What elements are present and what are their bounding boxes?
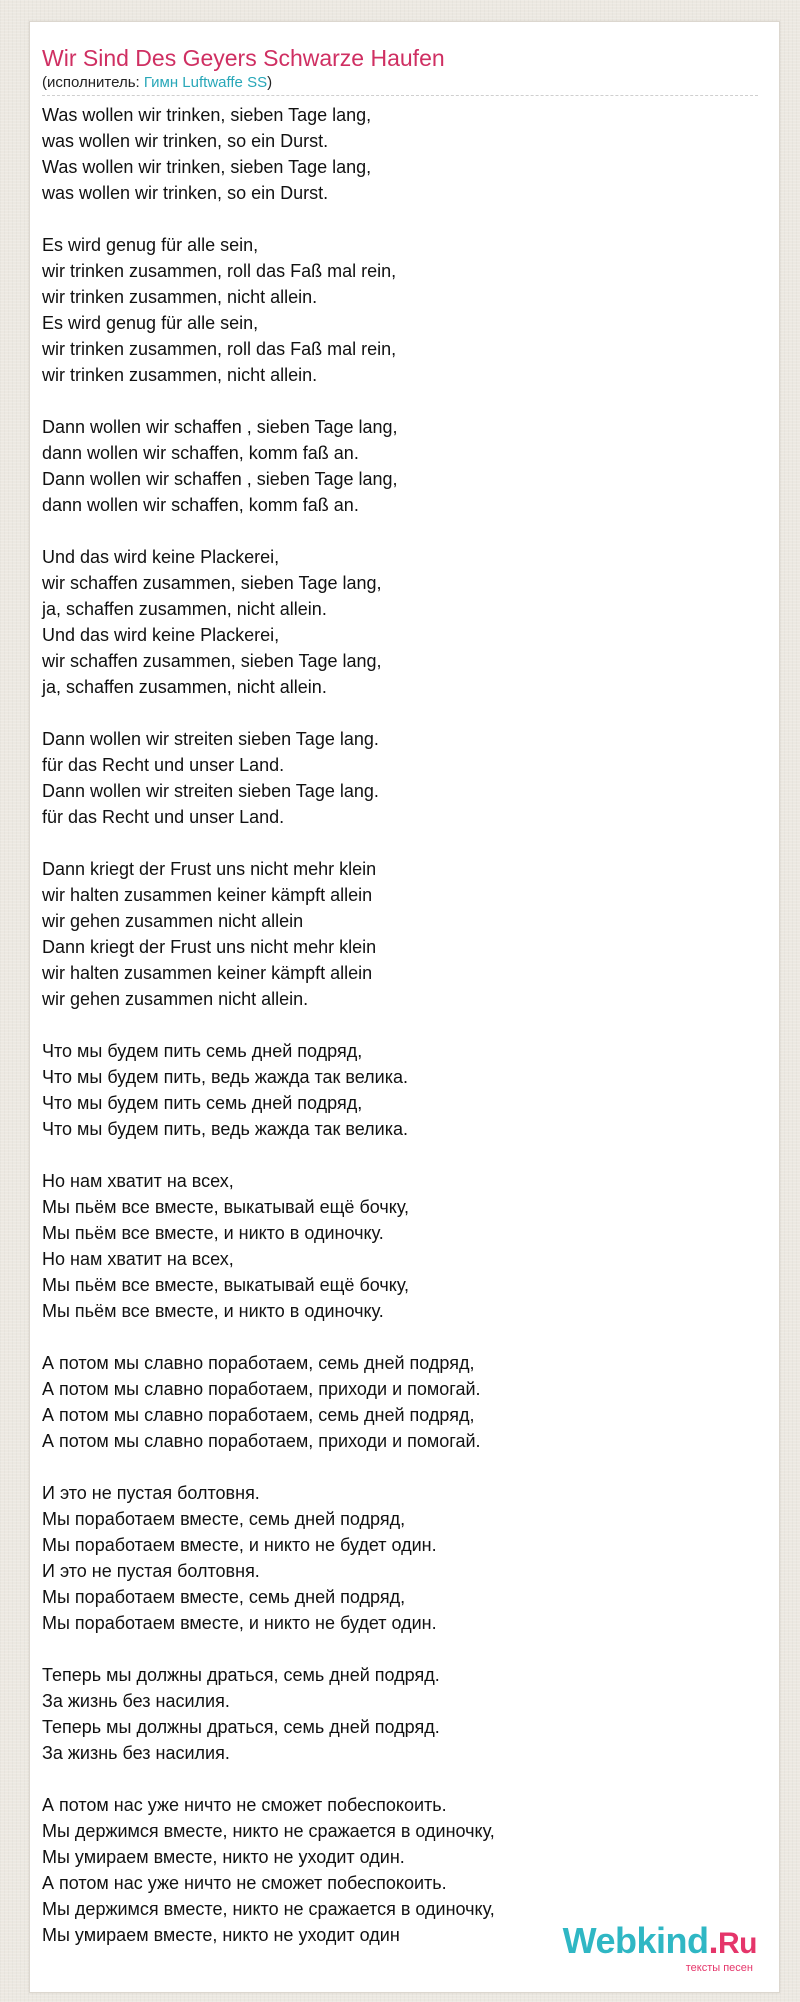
lyric-line: Теперь мы должны драться, семь дней подряд. bbox=[42, 1665, 440, 1685]
lyrics-stanza bbox=[42, 232, 762, 388]
lyric-line: was wollen wir trinken, so ein Durst. bbox=[42, 183, 329, 203]
lyric-line: А потом мы славно поработаем, приходи и помогай. bbox=[42, 1431, 481, 1451]
artist-prefix: (исполнитель: bbox=[42, 74, 144, 91]
lyrics-card bbox=[29, 21, 780, 1993]
lyric-line: А потом мы славно поработаем, семь дней подряд, bbox=[42, 1353, 475, 1373]
lyric-line: И это не пустая болтовня. bbox=[42, 1483, 260, 1503]
lyric-line: dann wollen wir schaffen, komm faß an. bbox=[42, 443, 359, 463]
lyric-line: Мы умираем вместе, никто не уходит один. bbox=[42, 1847, 405, 1867]
lyric-line: dann wollen wir schaffen, komm faß an. bbox=[42, 495, 359, 515]
lyric-line: Теперь мы должны драться, семь дней подряд. bbox=[42, 1717, 440, 1737]
lyrics-stanza bbox=[42, 1480, 762, 1636]
lyrics-stanza bbox=[42, 856, 762, 1012]
lyric-line: was wollen wir trinken, so ein Durst. bbox=[42, 131, 329, 151]
lyric-line: Что мы будем пить, ведь жажда так велика. bbox=[42, 1067, 409, 1087]
lyric-line: А потом мы славно поработаем, семь дней подряд, bbox=[42, 1405, 475, 1425]
lyric-line: wir schaffen zusammen, sieben Tage lang, bbox=[42, 573, 382, 593]
lyric-line: А потом мы славно поработаем, приходи и помогай. bbox=[42, 1379, 481, 1399]
lyric-line: Und das wird keine Plackerei, bbox=[42, 547, 280, 567]
lyric-line: Dann kriegt der Frust uns nicht mehr klein bbox=[42, 937, 377, 957]
webkind-logo bbox=[562, 1920, 757, 1962]
lyrics-stanza bbox=[42, 1662, 762, 1766]
lyrics-stanza bbox=[42, 1350, 762, 1454]
lyrics-stanza bbox=[42, 544, 762, 700]
logo-tagline: тексты песен bbox=[685, 1962, 753, 1974]
logo-dot: . bbox=[708, 1920, 718, 1961]
lyrics-stanza bbox=[42, 414, 762, 518]
lyric-line: Und das wird keine Plackerei, bbox=[42, 625, 280, 645]
lyric-line: Мы пьём все вместе, и никто в одиночку. bbox=[42, 1223, 384, 1243]
lyric-line: Dann wollen wir streiten sieben Tage lang. bbox=[42, 781, 379, 801]
lyric-line: wir trinken zusammen, nicht allein. bbox=[42, 287, 318, 307]
lyric-line: wir trinken zusammen, roll das Faß mal rein, bbox=[42, 339, 397, 359]
lyric-line: Dann wollen wir streiten sieben Tage lang. bbox=[42, 729, 379, 749]
webkind-watermark bbox=[562, 1920, 757, 1974]
lyric-line: wir halten zusammen keiner kämpft allein bbox=[42, 885, 373, 905]
lyric-line: А потом нас уже ничто не сможет побеспокоить. bbox=[42, 1873, 447, 1893]
lyric-line: ja, schaffen zusammen, nicht allein. bbox=[42, 599, 327, 619]
lyric-line: За жизнь без насилия. bbox=[42, 1743, 230, 1763]
artist-link[interactable]: Гимн Luftwaffe SS bbox=[143, 74, 268, 91]
lyric-line: ja, schaffen zusammen, nicht allein. bbox=[42, 677, 327, 697]
song-title: Wir Sind Des Geyers Schwarze Haufen bbox=[42, 45, 445, 71]
artist-suffix: ) bbox=[267, 74, 273, 91]
lyric-line: Es wird genug für alle sein, bbox=[42, 235, 259, 255]
lyric-line: wir gehen zusammen nicht allein bbox=[42, 911, 304, 931]
logo-tld: Ru bbox=[718, 1927, 757, 1960]
lyric-line: Но нам хватит на всех, bbox=[42, 1249, 234, 1269]
lyric-line: За жизнь без насилия. bbox=[42, 1691, 230, 1711]
lyric-line: Was wollen wir trinken, sieben Tage lang, bbox=[42, 157, 372, 177]
lyric-line: für das Recht und unser Land. bbox=[42, 755, 285, 775]
artist-line bbox=[42, 73, 758, 96]
lyric-line: Мы пьём все вместе, выкатывай ещё бочку, bbox=[42, 1197, 410, 1217]
lyric-line: Dann kriegt der Frust uns nicht mehr klein bbox=[42, 859, 377, 879]
lyric-line: Мы пьём все вместе, и никто в одиночку. bbox=[42, 1301, 384, 1321]
lyric-line: wir schaffen zusammen, sieben Tage lang, bbox=[42, 651, 382, 671]
lyric-line: Was wollen wir trinken, sieben Tage lang, bbox=[42, 105, 372, 125]
lyric-line: Что мы будем пить семь дней подряд, bbox=[42, 1093, 363, 1113]
lyric-line: Dann wollen wir schaffen , sieben Tage lang, bbox=[42, 417, 398, 437]
lyrics-stanza bbox=[42, 1038, 762, 1142]
lyrics-stanza bbox=[42, 102, 762, 206]
lyric-line: И это не пустая болтовня. bbox=[42, 1561, 260, 1581]
lyrics-stanza bbox=[42, 1168, 762, 1324]
lyric-line: Мы пьём все вместе, выкатывай ещё бочку, bbox=[42, 1275, 410, 1295]
lyrics-stanza bbox=[42, 726, 762, 830]
lyric-line: Но нам хватит на всех, bbox=[42, 1171, 234, 1191]
lyric-line: Мы поработаем вместе, и никто не будет один. bbox=[42, 1613, 437, 1633]
lyric-line: Что мы будем пить семь дней подряд, bbox=[42, 1041, 363, 1061]
lyric-line: Мы умираем вместе, никто не уходит один bbox=[42, 1925, 400, 1945]
lyric-line: Мы поработаем вместе, и никто не будет один. bbox=[42, 1535, 437, 1555]
lyric-line: Мы поработаем вместе, семь дней подряд, bbox=[42, 1587, 406, 1607]
lyric-line: Мы поработаем вместе, семь дней подряд, bbox=[42, 1509, 406, 1529]
lyric-line: Мы держимся вместе, никто не сражается в одиночку, bbox=[42, 1821, 495, 1841]
logo-brand: Webkind bbox=[562, 1920, 709, 1961]
lyric-line: А потом нас уже ничто не сможет побеспокоить. bbox=[42, 1795, 447, 1815]
lyric-line: Мы держимся вместе, никто не сражается в одиночку, bbox=[42, 1899, 495, 1919]
lyric-line: Es wird genug für alle sein, bbox=[42, 313, 259, 333]
lyric-line: wir trinken zusammen, roll das Faß mal rein, bbox=[42, 261, 397, 281]
lyric-line: wir halten zusammen keiner kämpft allein bbox=[42, 963, 373, 983]
lyric-line: für das Recht und unser Land. bbox=[42, 807, 285, 827]
lyric-line: wir gehen zusammen nicht allein. bbox=[42, 989, 309, 1009]
lyric-line: Dann wollen wir schaffen , sieben Tage lang, bbox=[42, 469, 398, 489]
lyric-line: Что мы будем пить, ведь жажда так велика. bbox=[42, 1119, 409, 1139]
lyrics-body bbox=[42, 102, 762, 1974]
lyric-line: wir trinken zusammen, nicht allein. bbox=[42, 365, 318, 385]
